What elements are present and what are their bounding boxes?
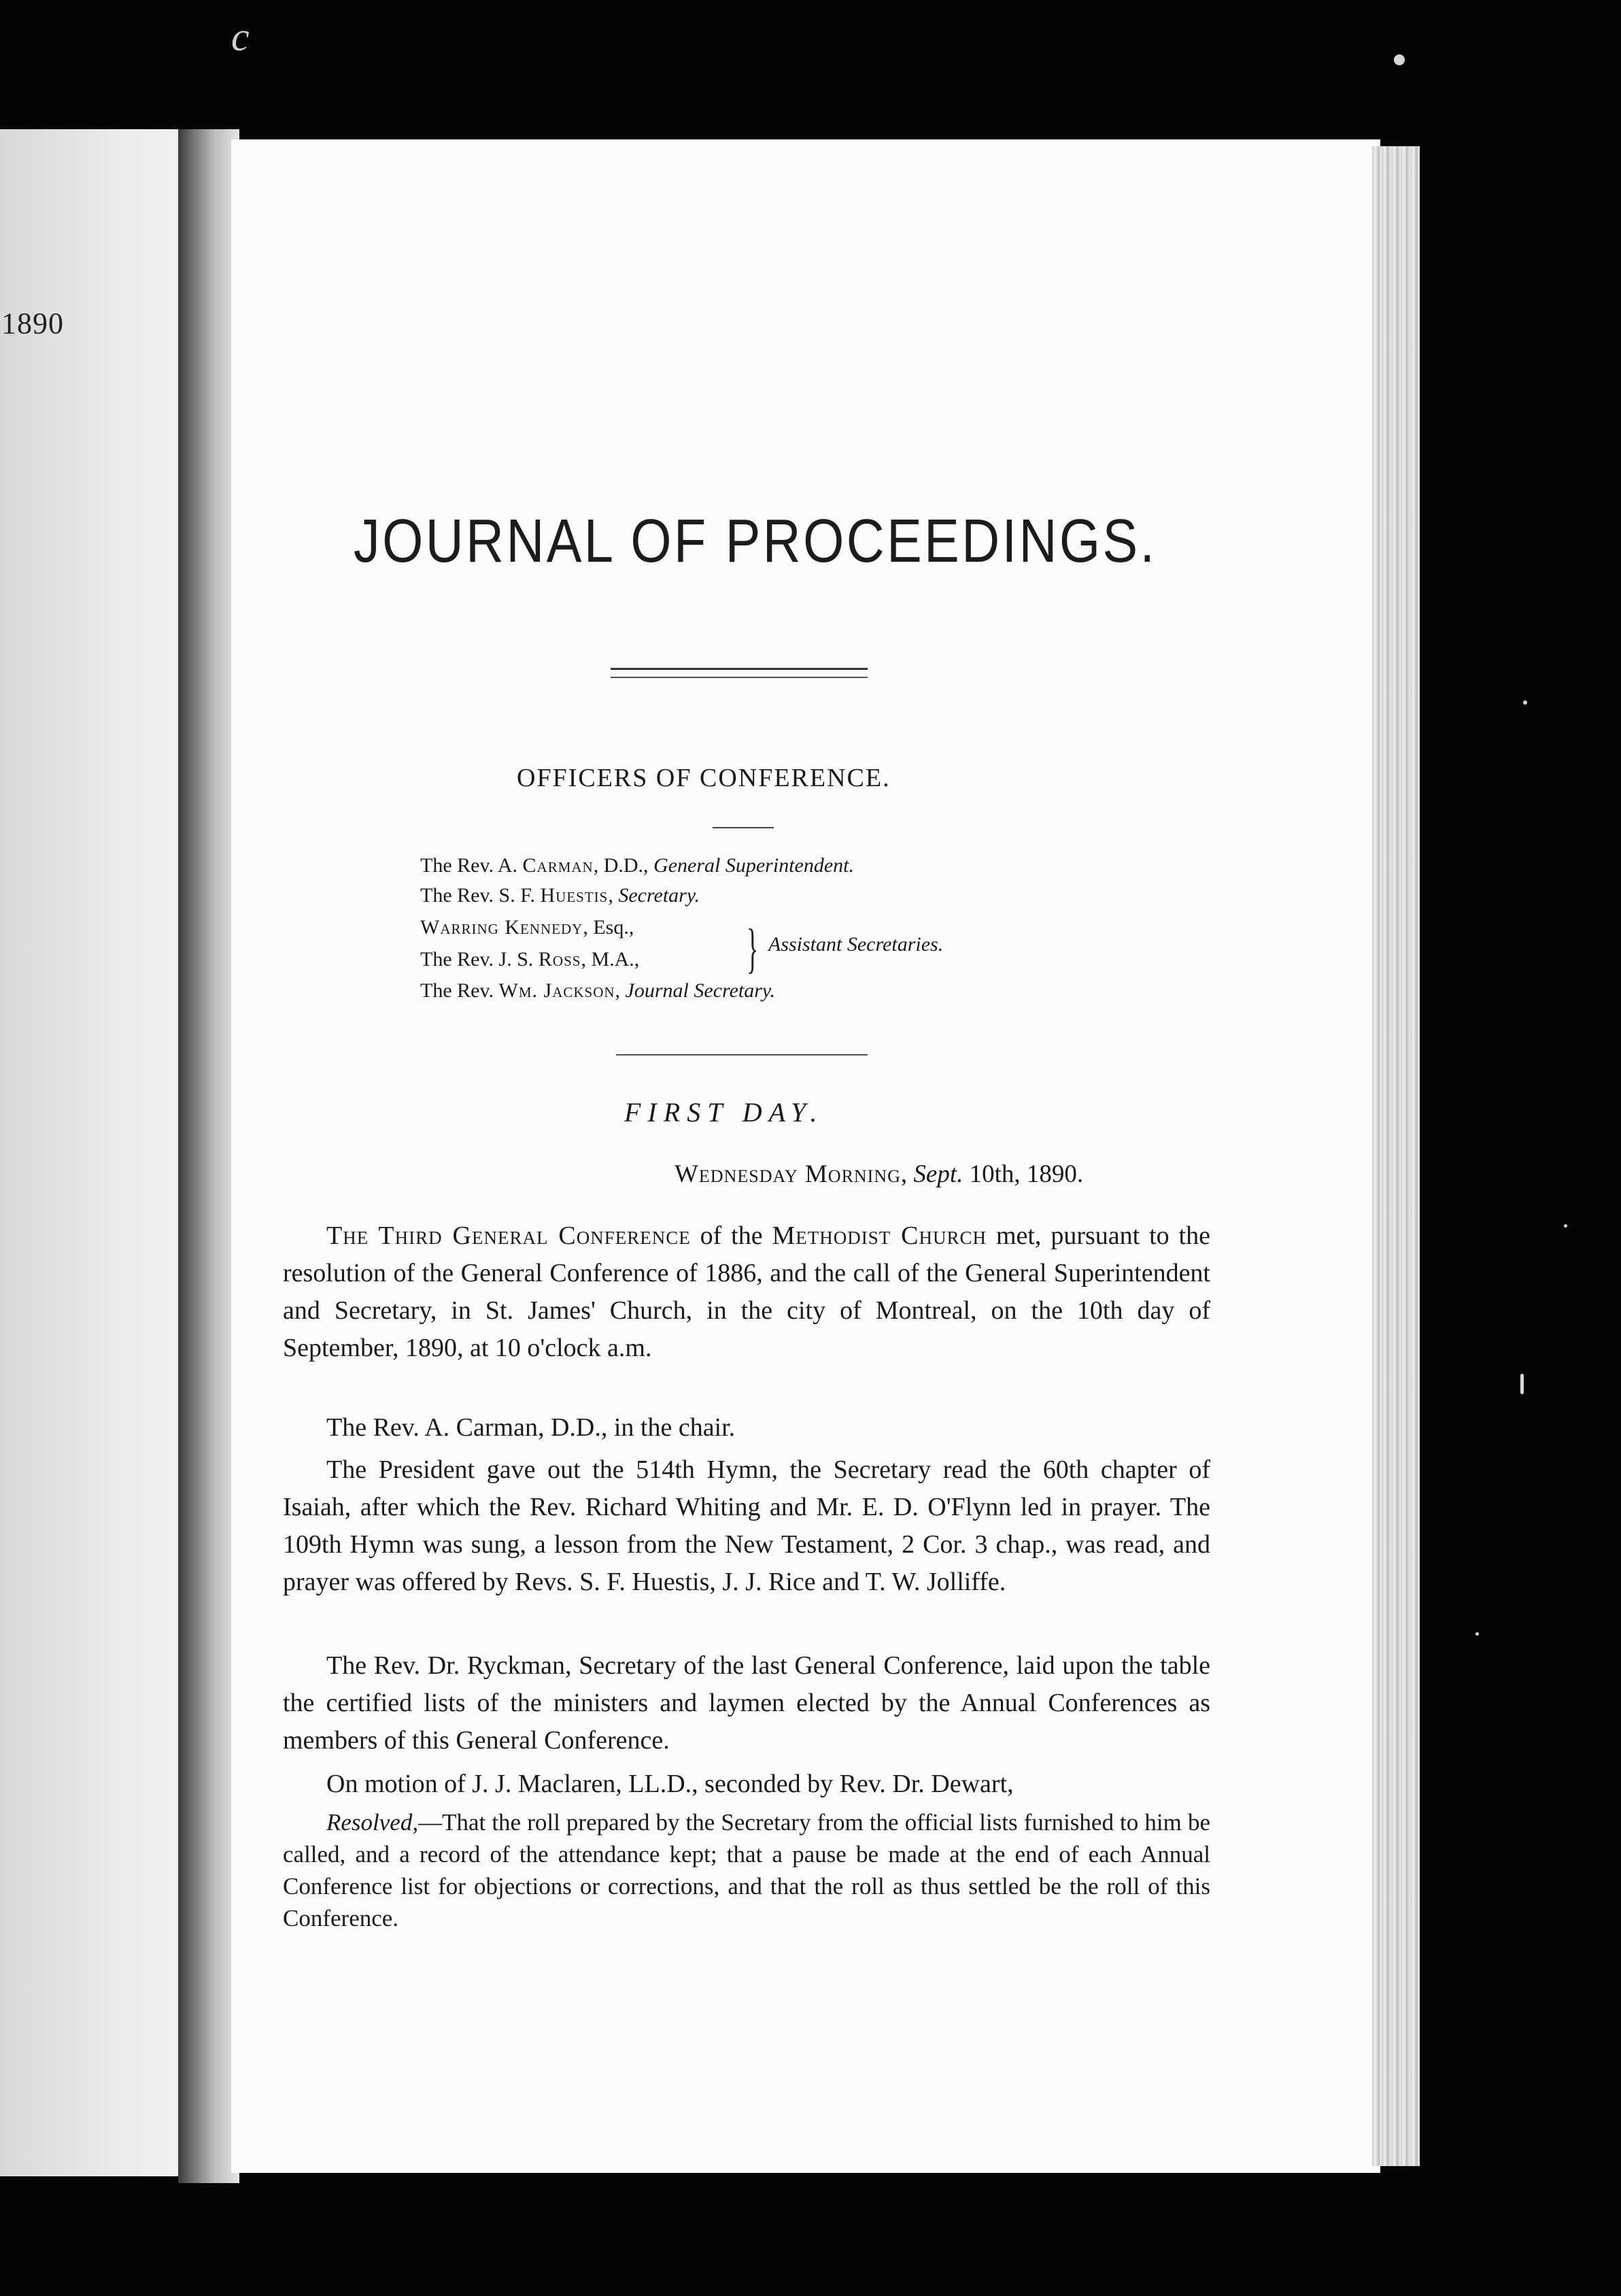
paragraph-opening [283,1217,1210,1367]
paragraph-motion: On motion of J. J. Maclaren, LL.D., seconded by Rev. Dr. Dewart, [326,1770,1014,1798]
officer-prefix: The Rev. S. F. [420,884,541,907]
page-edge [1372,146,1420,2166]
officer-jackson [420,979,775,1002]
session-date: Wednesday Morning, Sept. 10th, 1890. [675,1160,1084,1188]
title-divider [611,668,868,678]
officer-huestis [420,884,700,907]
officer-ross [420,948,639,971]
officer-name: Huestis [540,884,609,907]
dust-speck [1394,54,1405,65]
dust-speck [1475,1632,1479,1636]
officer-suffix: , [608,884,619,907]
section-divider [616,1054,868,1056]
officer-prefix: The Rev. [420,979,499,1002]
paragraph-chair: The Rev. A. Carman, D.D., in the chair. [326,1413,736,1442]
day-heading: FIRST DAY. [624,1097,824,1128]
officer-role: General Superintendent. [653,854,854,877]
paragraph-text: of the [690,1221,772,1250]
officers-heading: OFFICERS OF CONFERENCE. [517,764,891,792]
left-page [0,129,204,2176]
officer-name: Wm. Jackson [498,979,615,1002]
paragraph-lists: The Rev. Dr. Ryckman, Secretary of the last General Conference, laid upon the table the certified lists of the ministers and laymen elected by the Annual Conferences as members of this General Conference. [283,1651,1210,1755]
resolved-label: Resolved, [326,1809,419,1836]
officer-suffix: , [615,979,626,1002]
officer-name: Ross [538,948,581,970]
officer-prefix: The Rev. J. S. [420,948,539,970]
officer-suffix: , D.D., [593,854,654,877]
paragraph-lead: The Third General Conference [326,1221,691,1250]
officer-prefix: The Rev. A. [420,854,523,877]
dust-speck [1523,700,1527,705]
dust-speck [1520,1374,1524,1394]
scan-mark: c [231,14,250,59]
officer-suffix: , Esq., [583,916,634,939]
officer-name: Carman [522,854,594,877]
left-page-number: 1890 [1,307,64,340]
date-prefix: Wednesday Morning [675,1160,901,1188]
officer-name: Warring Kennedy [420,916,583,939]
officer-carman [420,854,854,877]
church-name: Methodist Church [772,1221,987,1250]
book-gutter [178,129,239,2183]
date-month: Sept. [913,1160,963,1188]
officer-suffix: , M.A., [581,948,640,970]
officer-role: Secretary. [618,884,700,907]
brace-glyph: } [747,919,759,979]
officer-role: Journal Secretary. [625,979,776,1002]
paragraph-text: met, pursuant to the resolution of the General Conference of 1886, and the call of the General Superintendent and Secretary, in St. James' Church, in the city of Montreal, on the 10th day of September, 1890, at 10 o'clock a.m. [283,1221,1210,1362]
officers-divider [713,827,774,828]
dust-speck [1564,1224,1567,1228]
date-rest: 10th, 1890. [963,1160,1084,1188]
page-title: JOURNAL OF PROCEEDINGS. [354,507,1157,575]
officer-kennedy [420,916,634,939]
paragraph-resolution [283,1806,1210,1934]
paragraph-hymn: The President gave out the 514th Hymn, the Secretary read the 60th chapter of Isaiah, after which the Rev. Richard Whiting and Mr. E. D. O'Flynn led in prayer. The 109th Hymn was sung, a lesson from the New Testament, 2 Cor. 3 chap., was read, and prayer was offered by Revs. S. F. Huestis, J. J. Rice and T. W. Jolliffe. [283,1455,1210,1596]
paragraph-text: —That the roll prepared by the Secretary from the official lists furnished to him be called, and a record of the attendance kept; that a pause be made at the end of each Annual Conference list for objections or corrections, and that the roll as thus settled be the roll of this Conference. [283,1809,1210,1931]
assistant-secretaries-label: Assistant Secretaries. [768,933,944,956]
